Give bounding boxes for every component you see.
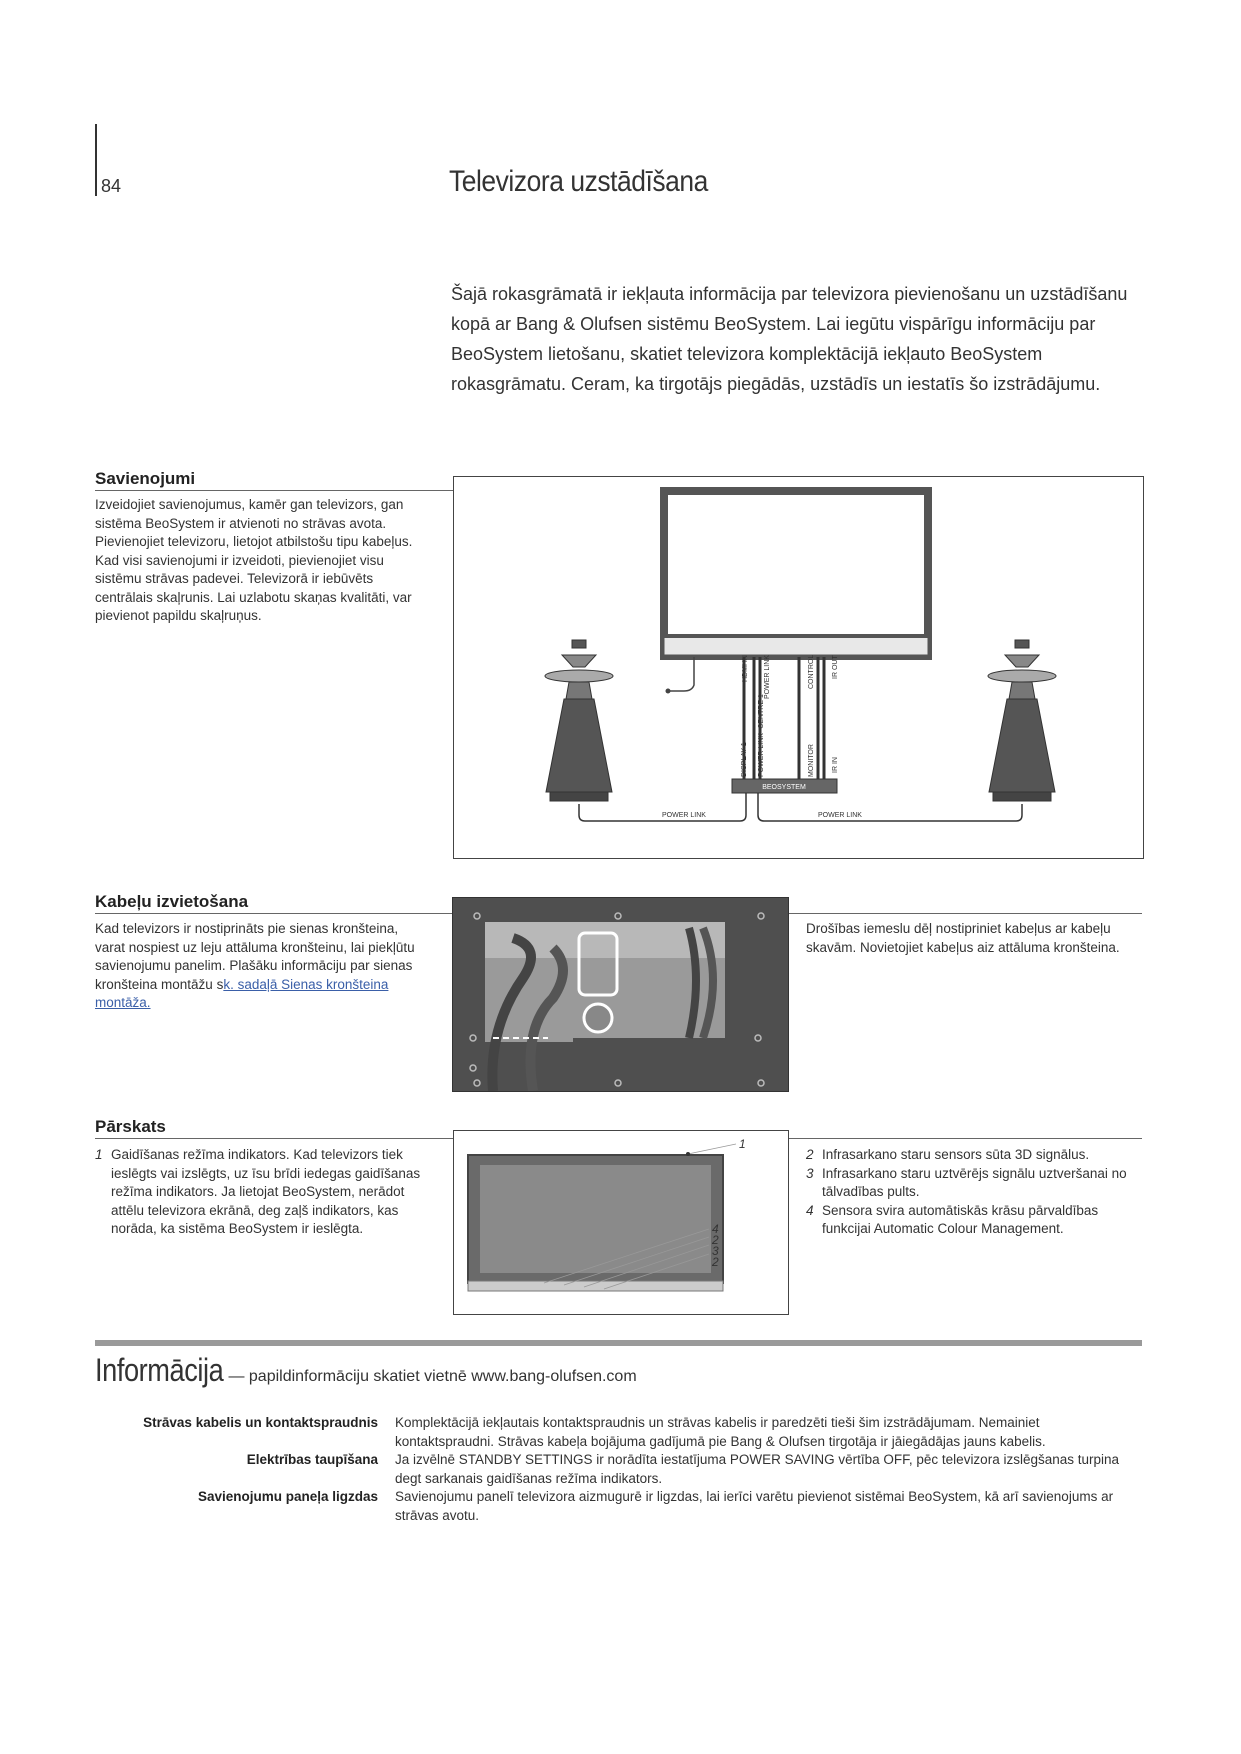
page-title: Televizora uzstādīšana	[449, 165, 708, 198]
label-control: CONTROL	[808, 654, 815, 689]
tv-overview-figure	[453, 1130, 789, 1315]
page-number-bar	[95, 124, 97, 196]
callout-2a: 2	[712, 1233, 719, 1247]
tv-overview-svg	[454, 1131, 788, 1314]
intro-paragraph: Šajā rokasgrāmatā ir iekļauta informācija par televizora pievienošanu un uzstādīšanu kopā ar Bang & Olufsen sistēmu BeoSystem. Lai iegūtu vispārīgu informāciju par BeoSystem lietošanu, skatiet televizora komplektācijā iekļauto BeoSystem rokasgrāmatu. Ceram, ka tirgotājs piegādās, uzstādīs un iestatīs šo izstrādājumu.	[451, 284, 1128, 394]
section-rule	[95, 1138, 453, 1139]
list-item	[806, 1146, 1142, 1165]
info-row-text: Komplektācijā iekļautais kontaktspraudnis un strāvas kabelis ir paredzēti tieši šim izstrādājumam. Nemainiet kontaktspraudni. Strāvas kabeļa bojājuma gadījumā pie Bang & Olufsen tirgotāja ir jāiegādājas jauns kabelis.	[395, 1415, 1046, 1449]
list-item-text: Infrasarkano staru uztvērējs signālu uztveršanai no tālvadības pults.	[822, 1165, 1127, 1199]
info-table	[95, 1414, 1142, 1525]
section-rule	[95, 490, 453, 491]
callout-1: 1	[739, 1137, 746, 1151]
list-item-number: 1	[95, 1147, 103, 1162]
page-number: 84	[101, 176, 122, 196]
section-heading-kabelu: Kabeļu izvietošana	[95, 892, 249, 911]
label-ir-out: IR OUT	[832, 655, 839, 679]
info-row-text: Ja izvēlnē STANDBY SETTINGS ir norādīta iestatījuma POWER SAVING vērtība OFF, pēc televizora izslēgšanas turpina degt sarkanais gaidīšanas režīma indikators.	[395, 1452, 1120, 1486]
info-row-label: Savienojumu paneļa ligzdas	[197, 1489, 378, 1504]
info-divider-bar	[95, 1340, 1142, 1346]
beosystem-label: BEOSYSTEM	[762, 784, 806, 791]
list-item	[95, 1146, 435, 1239]
connection-diagram-svg	[454, 477, 1143, 858]
wall-bracket-link[interactable]: k. sadaļā Sienas kronšteina montāža.	[95, 976, 389, 1010]
callout-2b: 2	[712, 1255, 719, 1269]
label-power-link-centre	[758, 694, 765, 777]
callout-3: 3	[712, 1244, 719, 1258]
info-row	[95, 1451, 1142, 1488]
section-rule	[95, 913, 453, 914]
label-power-link-centre-text: POWER LINK -CENTRE 1	[758, 694, 765, 777]
info-row	[95, 1488, 1142, 1525]
list-item	[806, 1202, 1142, 1239]
callout-4: 4	[712, 1222, 719, 1236]
section-heading-parskats: Pārskats	[95, 1117, 166, 1136]
kabelu-text	[95, 920, 425, 1013]
cable-placement-svg	[453, 898, 788, 1091]
info-row-text: Savienojumu panelī televizora aizmugurē ir ligzdas, lai ierīci varētu pievienot sistēmai BeoSystem, kā arī savienojums ar strāvas avotu.	[395, 1489, 1114, 1523]
section-heading-savienojumi: Savienojumi	[95, 469, 196, 488]
info-subtitle: — papildinformāciju skatiet vietnē www.bang-olufsen.com	[228, 1368, 637, 1385]
info-row-label: Strāvas kabelis un kontaktspraudnis	[143, 1415, 378, 1430]
overview-list-right	[806, 1146, 1142, 1239]
kabelu-text-body: Kad televizors ir nostiprināts pie sienas kronšteina, varat nospiest uz leju attāluma kronšteinu, lai piekļūtu savienojumu panelim. Plašāku informāciju par sienas kronšteina montāžu s	[95, 921, 415, 992]
list-item	[806, 1165, 1142, 1202]
power-plug-icon	[666, 689, 671, 694]
speaker-left-icon	[545, 640, 613, 801]
overview-list-left	[95, 1146, 435, 1239]
info-heading: Informācija	[95, 1352, 224, 1388]
label-display-1: DISPLAY 1	[741, 742, 748, 777]
kabelu-side-text: Drošības iemeslu dēļ nostipriniet kabeļus ar kabeļu skavām. Novietojiet kabeļus aiz attāluma kronšteina.	[806, 921, 1120, 955]
speaker-right-icon	[988, 640, 1056, 801]
standby-indicator-icon	[686, 1152, 690, 1156]
tv-screen	[664, 491, 928, 656]
list-item-number: 2	[806, 1147, 814, 1162]
section-rule	[787, 1138, 1142, 1139]
info-row-label: Elektrības taupīšana	[246, 1452, 378, 1467]
label-hdmi-in: HDMI IN	[742, 655, 749, 682]
savienojumi-text: Izveidojiet savienojumus, kamēr gan televizors, gan sistēma BeoSystem ir atvienoti no strāvas avota. Pievienojiet televizoru, lietojot atbilstošu tipu kabeļus. Kad visi savienojumi ir izveidoti, pievienojiet visu sistēmu strāvas padevei. Televizorā ir iebūvēts centrālais skaļrunis. Lai uzlabotu skaņas kvalitāti, var pievienot papildu skaļruņus.	[95, 497, 413, 623]
connection-diagram	[453, 476, 1144, 859]
power-link-left-label: POWER LINK	[662, 812, 706, 819]
power-link-right-label: POWER LINK	[818, 812, 862, 819]
list-item-text: Infrasarkano staru sensors sūta 3D signālus.	[822, 1147, 1090, 1162]
list-item-number: 4	[806, 1202, 814, 1218]
section-rule	[787, 913, 1142, 914]
cable-placement-figure	[452, 897, 789, 1092]
label-power-link-top: POWER LINK	[764, 655, 771, 699]
info-title	[95, 1352, 637, 1389]
list-item-text: Sensora svira automātiskās krāsu pārvaldības funkcijai Automatic Colour Management.	[822, 1202, 1099, 1236]
list-item-number: 3	[806, 1165, 814, 1181]
info-row	[95, 1414, 1142, 1451]
label-monitor: MONITOR	[808, 744, 815, 777]
label-ir-in: IR IN	[832, 757, 839, 773]
list-item-text: Gaidīšanas režīma indikators. Kad televizors tiek ieslēgts vai izslēgts, uz īsu brīdi iedegas gaidīšanas režīma indikators. Ja lietojat BeoSystem, nerādot attēlu televizora ekrānā, deg zaļš indikators, kas norāda, ka sistēma BeoSystem ir ieslēgta.	[111, 1147, 421, 1236]
